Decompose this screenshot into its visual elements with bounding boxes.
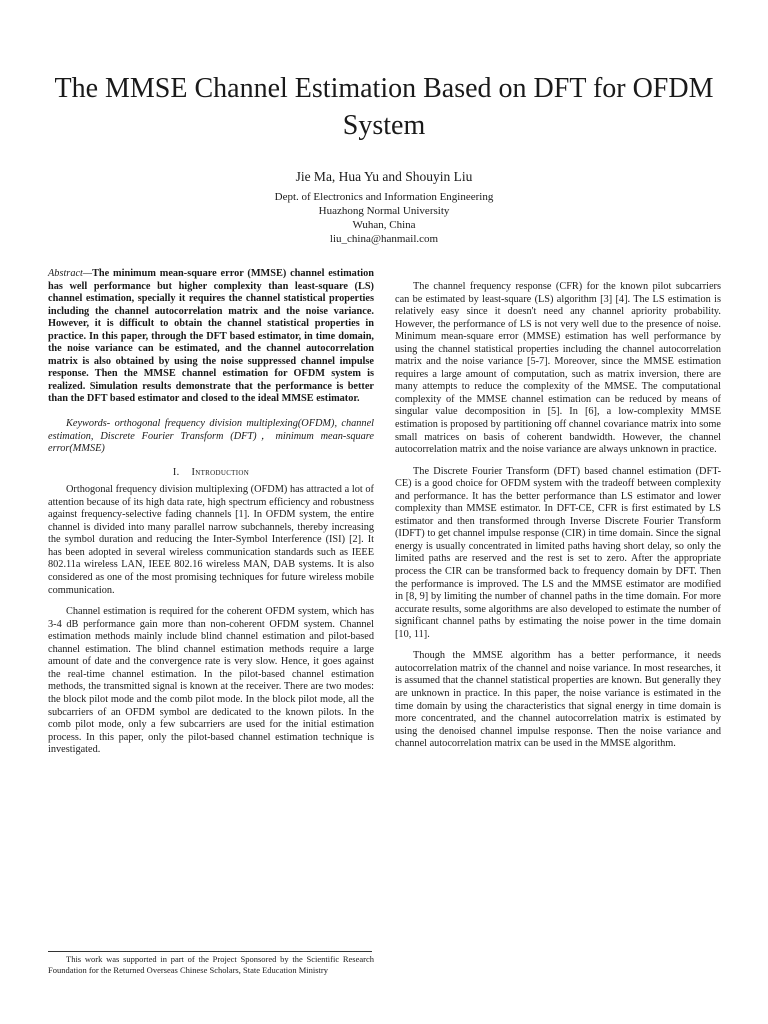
body-paragraph: The channel frequency response (CFR) for the known pilot subcarriers can be estimated by least-square (LS) algorithm [3] [4]. The LS estimation is relatively easy since it doesn't need any channel apriority probability. However, the performance of LS is not very well due to the presence of noise. Minimum mean-square error (MMSE) estimation has well performance by using the channel statistical properties including the channel autocorrelation matrix and the noise variance [5-7]. Moreover, since the MMSE estimation requires a large amount of computation, such as matrix inversion, there are many attempts to reduce the complexity of the MMSE. The computational complexity of the MMSE channel estimation can be reduced by means of singular value decomposition in [5]. In [6], a low-complexity MMSE estimation is proposed by partitioning off channel covariance matrix into some small matrices on basis of coherent bandwidth. However, the channel autocorrelation matrix and the noise variance are always unknown in practice.: [395, 281, 721, 456]
abstract: [48, 268, 374, 406]
affiliation-city: Wuhan, China: [352, 219, 416, 231]
affiliation-email: liu_china@hanmail.com: [329, 233, 439, 245]
body-paragraph: The Discrete Fourier Transform (DFT) based channel estimation (DFT-CE) is a good choice for OFDM system with the tradeoff between complexity and performance. It has the better performance than LS estimator and lower complexity than MMSE estimator. In DFT-CE, CFR is first estimated by LS estimator and then transformed through Inverse Discrete Fourier Transform (IDFT) to get channel impulse response (CIR) in time domain. Since the signal energy is usually concentrated in limited paths having short delay, so only the limited paths are reserved and the rest is set to zero. After the appropriate process the CIR can be transformed back to frequency domain by DFT. Then the performance is improved. The LS and the MMSE estimator are modified in [8, 9] by limiting the number of channel paths in the time domain. For more accurate results, some algorithms are also developed to estimate the number of significant channel paths by estimating the noise power in the time domain [10, 11].: [395, 465, 721, 640]
section-title: Introduction: [191, 466, 250, 478]
affiliation-block: [40, 190, 728, 246]
section-heading-introduction: [48, 467, 374, 480]
affiliation-dept: Dept. of Electronics and Information Engineering: [274, 191, 494, 203]
section-number: I.: [172, 466, 180, 478]
keywords: Keywords- orthogonal frequency division multiplexing(OFDM), channel estimation, Discrete Fourier Transform (DFT)，minimum mean-square error(MMSE): [48, 418, 374, 455]
body-paragraph: Though the MMSE algorithm has a better performance, it needs autocorrelation matrix of the channel and noise variance. In most researches, it is assumed that the channel statistical properties are known. But generally they are unknown in practice. In this paper, the noise variance is estimated in the time domain by using the characteristics that signal energy in time domain is more concentrated, and the channel autocorrelation matrix is estimated by using the denoised channel impulse response. Then the noise variance and channel autocorrelation matrix can be used in the MMSE algorithm.: [395, 650, 721, 750]
body-paragraph: Orthogonal frequency division multiplexing (OFDM) has attracted a lot of attention because of its high data rate, high spectrum efficiency and robustness against frequency-selective fading channels [1]. In OFDM system, the entire channel is divided into many parallel narrow subchannels, thereby increasing the symbol duration and reducing the Inter-Symbol Interference (ISI) [2]. It has been adopted in several wireless communication standards such as IEEE 802.11a wireless LAN, IEEE 802.16 wireless MAN, DAB systems. It is also considered as one of the most promising techniques for future wireless mobile communication.: [48, 484, 374, 596]
footnote: This work was supported in part of the Project Sponsored by the Scientific Research Foundation for the Returned Overseas Chinese Scholars, State Education Ministry: [48, 954, 374, 976]
paper-title: The MMSE Channel Estimation Based on DFT for OFDM System: [54, 73, 714, 141]
right-column: [395, 281, 721, 751]
author-list: Jie Ma, Hua Yu and Shouyin Liu: [295, 169, 473, 184]
footnote-divider: [48, 951, 372, 952]
body-paragraph: Channel estimation is required for the coherent OFDM system, which has 3-4 dB performance gain more than non-coherent OFDM system. Channel estimation methods mainly include blind channel estimation and pilot-based channel estimation. The blind channel estimation methods require a large amount of date and the convergence rate is very slow. Hence, it goes against the real-time channel estimation. In the pilot-based channel estimation methods, the transmitted signal is known at the receiver. There are two modes: the block pilot mode and the comb pilot mode. In the block pilot mode, all the subcarriers of an OFDM symbol are dedicated to the known pilots. In the comb pilot mode, only a few subcarriers are used for the initial estimation process. In this paper, only the pilot-based channel estimation technique is investigated.: [48, 606, 374, 756]
abstract-text: The minimum mean-square error (MMSE) channel estimation has well performance but higher complexity than least-square (LS) channel estimation, specially it requires the channel statistical properties including the channel autocorrelation matrix and the noise variance. However, it is difficult to obtain the channel statistical properties in practice. In this paper, through the DFT based estimator, in time domain, the noise variance can be estimated, and the channel autocorrelation matrix is also obtained by using the noise suppressed channel impulse response. Then the MMSE channel estimation for OFDM system is realized. Simulation results demonstrate that the performance is better than the DFT based estimator and closed to the ideal MMSE estimator.: [48, 268, 374, 405]
affiliation-university: Huazhong Normal University: [318, 205, 450, 217]
left-column: [48, 268, 374, 757]
abstract-lead: Abstract—: [48, 268, 93, 279]
